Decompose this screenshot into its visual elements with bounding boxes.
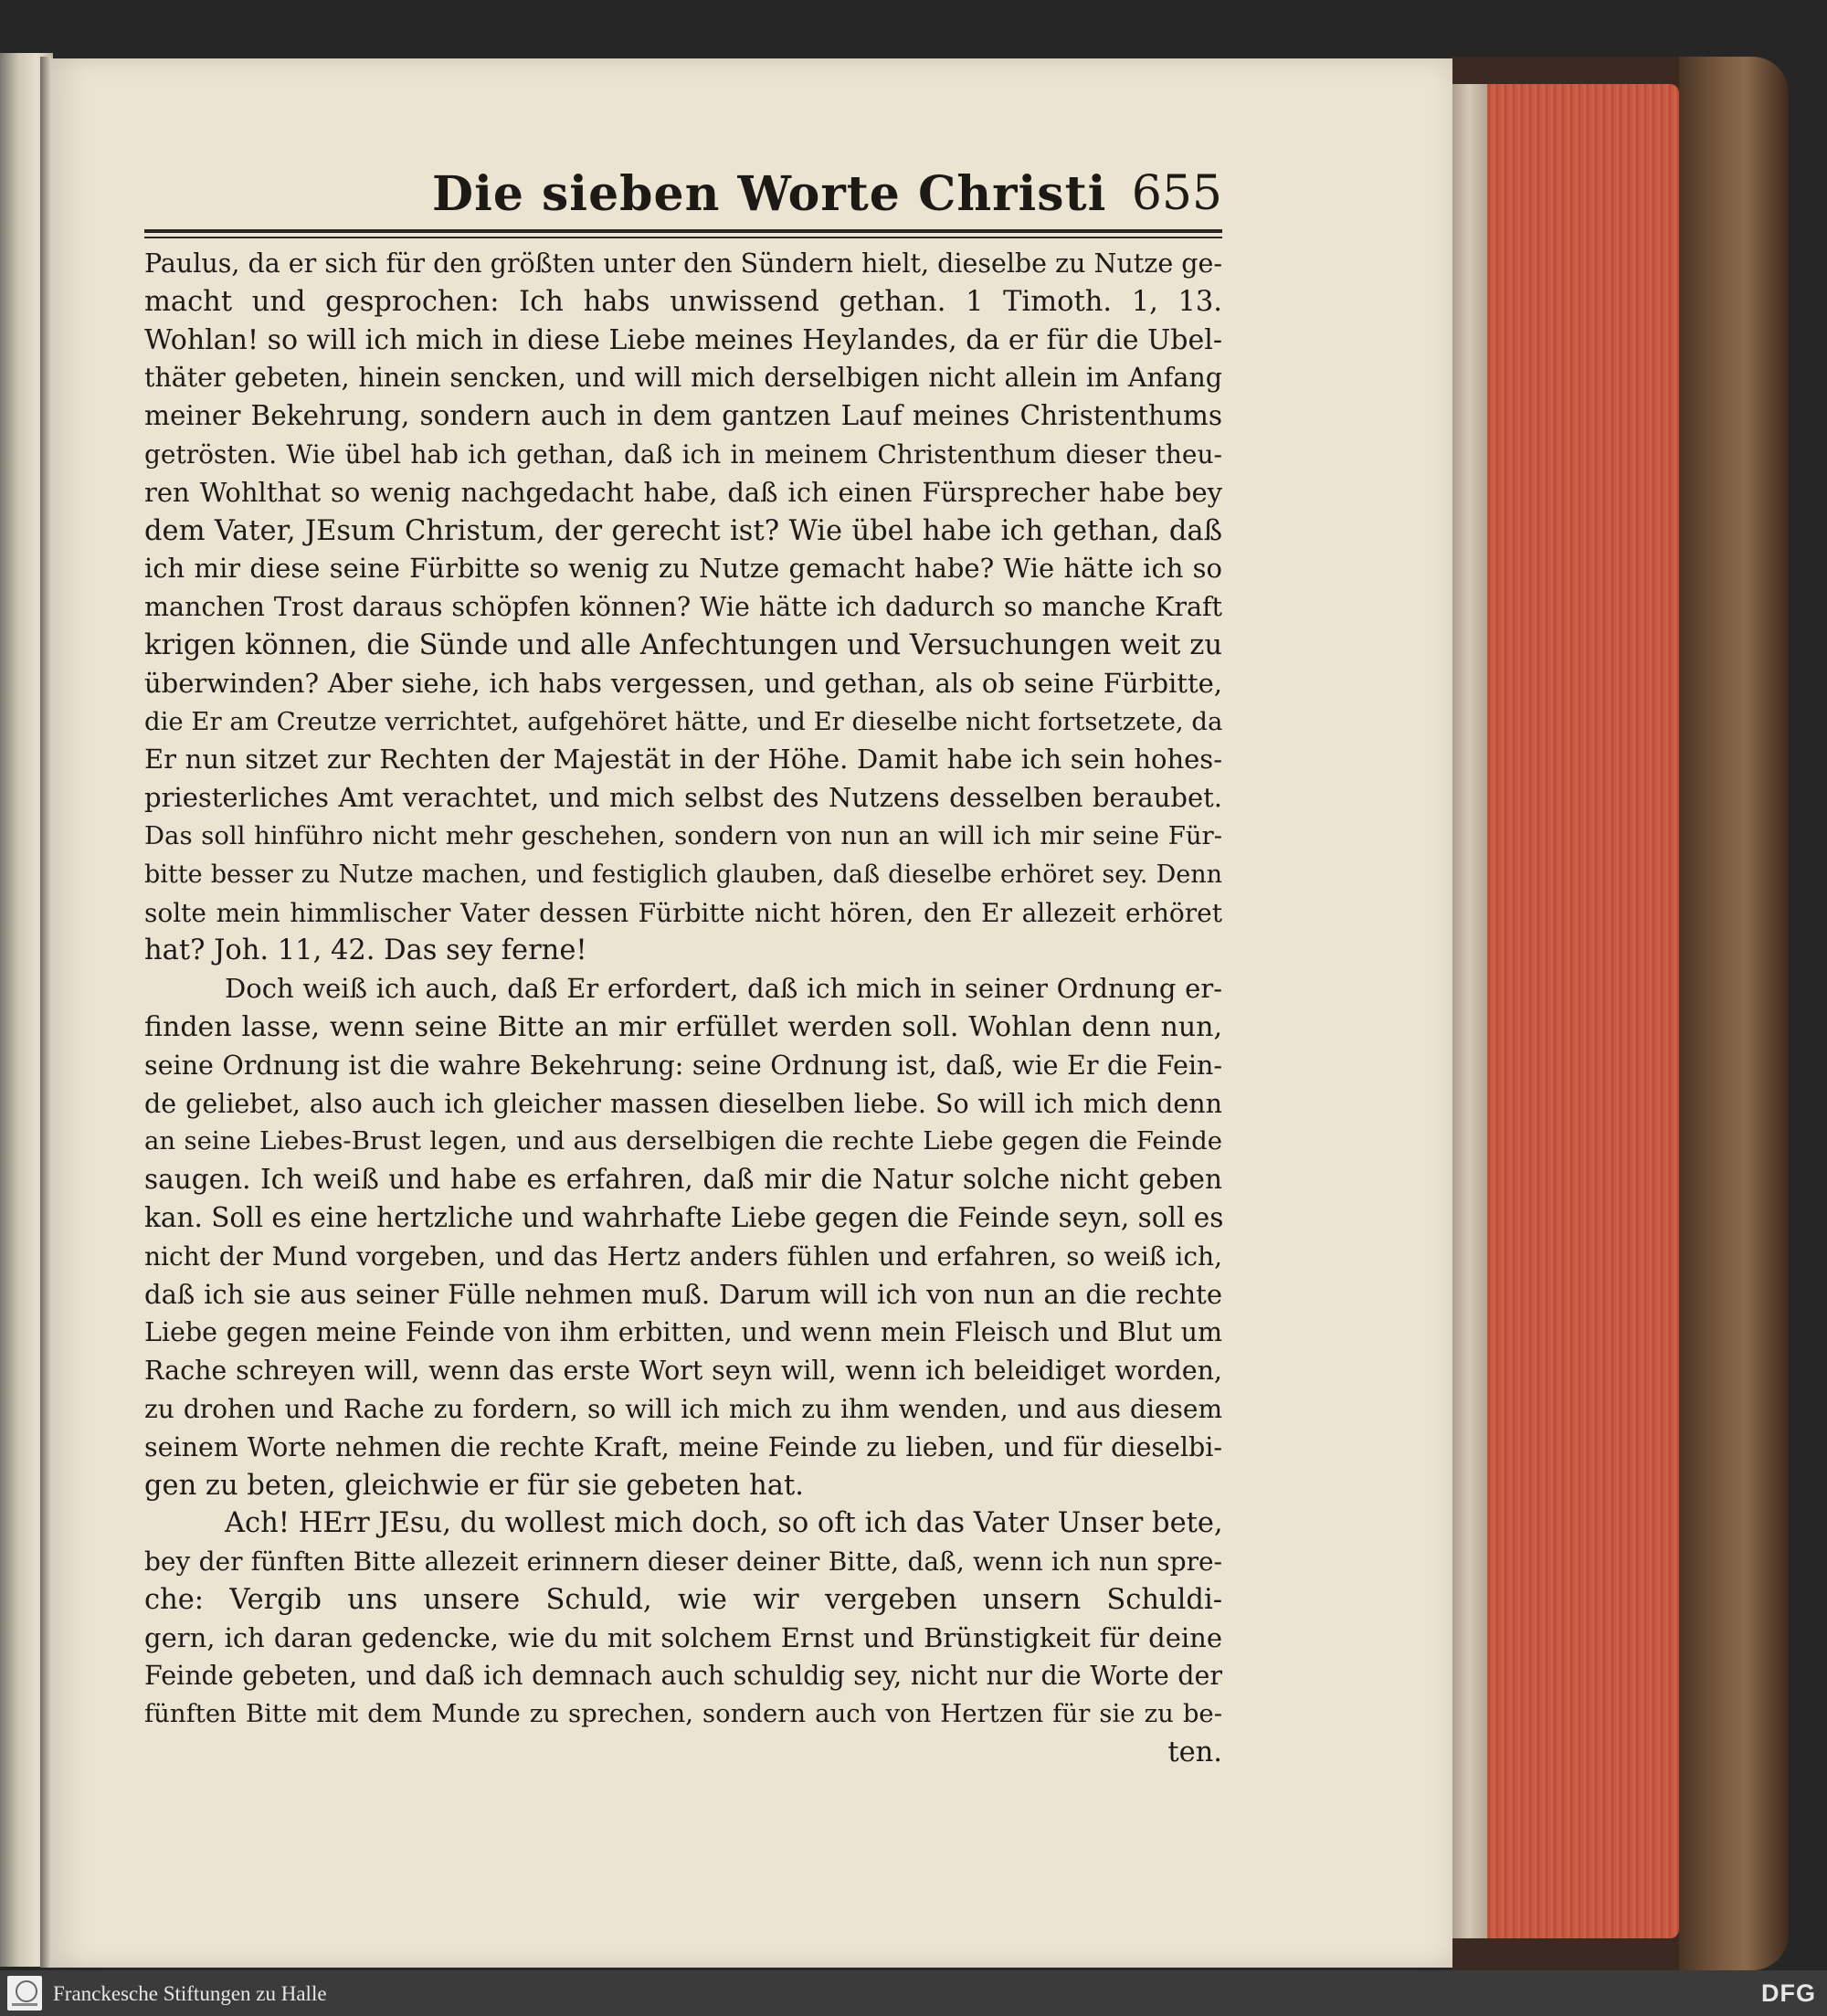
text-line: die Er am Creutze verrichtet, aufgehöret hätte, und Er dieselbe nicht fortsetzete, da bbox=[144, 706, 1223, 736]
text-line: seinem Worte nehmen die rechte Kraft, meine Feinde zu lieben, und für dieselbi- bbox=[144, 1431, 1222, 1462]
body-text bbox=[144, 245, 1222, 1772]
dfg-logo: DFG bbox=[1761, 1979, 1816, 2007]
text-line: dem Vater, JEsum Christum, der gerecht ist? Wie übel habe ich gethan, daß bbox=[144, 514, 1222, 547]
text-line: meiner Bekehrung, sondern auch in dem gantzen Lauf meines Christenthums bbox=[144, 400, 1222, 432]
text-line: de geliebet, also auch ich gleicher massen dieselben liebe. So will ich mich denn bbox=[144, 1088, 1222, 1119]
text-line: bitte besser zu Nutze machen, und festiglich glauben, daß dieselbe erhöret sey. Denn bbox=[144, 860, 1222, 889]
text-line: finden lasse, wenn seine Bitte an mir erfüllet werden soll. Wohlan denn nun, bbox=[144, 1010, 1222, 1043]
page-number: 655 bbox=[1131, 166, 1222, 221]
text-line: nicht der Mund vorgeben, und das Hertz anders fühlen und erfahren, so weiß ich, bbox=[144, 1240, 1222, 1272]
text-line: macht und gesprochen: Ich habs unwissend gethan. 1 Timoth. 1, 13. bbox=[144, 285, 1222, 318]
text-line: solte mein himmlischer Vater dessen Fürbitte nicht hören, den Er allezeit erhöret bbox=[144, 897, 1222, 928]
institution-logo-icon bbox=[7, 1976, 42, 2011]
text-line: fünften Bitte mit dem Munde zu sprechen, sondern auch von Hertzen für sie zu be- bbox=[144, 1699, 1222, 1729]
book-gutter bbox=[40, 57, 51, 1968]
text-line: zu drohen und Rache zu fordern, so will ich mich zu ihm wenden, und aus diesem bbox=[144, 1393, 1222, 1424]
text-line: ich mir diese seine Fürbitte so wenig zu Nutze gemacht habe? Wie hätte ich so bbox=[144, 553, 1222, 585]
institution-name: Franckesche Stiftungen zu Halle bbox=[53, 1982, 327, 2005]
page-edge-band bbox=[1451, 84, 1487, 1938]
text-line: thäter gebeten, hinein sencken, und will mich derselbigen nicht allein im Anfang bbox=[144, 363, 1222, 394]
text-line: Er nun sitzet zur Rechten der Majestät in der Höhe. Damit habe ich sein hohes- bbox=[144, 744, 1222, 776]
text-line: gen zu beten, gleichwie er für sie gebeten hat. bbox=[144, 1469, 804, 1502]
text-line: krigen können, die Sünde und alle Anfechtungen und Versuchungen weit zu bbox=[144, 628, 1222, 661]
text-line: Doch weiß ich auch, daß Er erfordert, daß ich mich in seiner Ordnung er- bbox=[225, 973, 1222, 1005]
text-line: Rache schreyen will, wenn das erste Wort seyn will, wenn ich beleidiget worden, bbox=[144, 1356, 1222, 1387]
text-line: bey der fünften Bitte allezeit erinnern dieser deiner Bitte, daß, wenn ich nun spre- bbox=[144, 1546, 1222, 1578]
text-line: kan. Soll es eine hertzliche und wahrhafte Liebe gegen die Feinde seyn, soll es bbox=[144, 1201, 1224, 1233]
head-rule-thin bbox=[144, 237, 1222, 238]
text-line: Ach! HErr JEsu, du wollest mich doch, so oft ich das Vater Unser bete, bbox=[225, 1507, 1223, 1540]
book-fore-edge bbox=[1451, 57, 1789, 1970]
text-line: daß ich sie aus seiner Fülle nehmen muß. Darum will ich von nun an die rechte bbox=[144, 1278, 1222, 1310]
text-line: che: Vergib uns unsere Schuld, wie wir vergeben unsern Schuldi- bbox=[144, 1583, 1222, 1616]
text-line: priesterliches Amt verachtet, und mich selbst des Nutzens desselben beraubet. bbox=[144, 782, 1222, 814]
text-line: saugen. Ich weiß und habe es erfahren, daß mir die Natur solche nicht geben bbox=[144, 1164, 1222, 1196]
text-line: Wohlan! so will ich mich in diese Liebe meines Heylandes, da er für die Ubel- bbox=[144, 323, 1222, 356]
book-cover-edge bbox=[1679, 57, 1789, 1970]
viewer-footer bbox=[0, 1970, 1827, 2016]
text-line: Paulus, da er sich für den größten unter den Sündern hielt, dieselbe zu Nutze ge- bbox=[144, 248, 1222, 279]
text-line: gern, ich daran gedencke, wie du mit solchem Ernst und Brünstigkeit für deine bbox=[144, 1621, 1222, 1653]
text-line: Feinde gebeten, und daß ich demnach auch schuldig sey, nicht nur die Worte der bbox=[144, 1661, 1222, 1692]
text-line: seine Ordnung ist die wahre Bekehrung: seine Ordnung ist, daß, wie Er die Fein- bbox=[144, 1050, 1222, 1081]
text-line: ren Wohlthat so wenig nachgedacht habe, daß ich einen Fürsprecher habe bey bbox=[144, 476, 1222, 508]
text-line: überwinden? Aber siehe, ich habs vergessen, und gethan, als ob seine Fürbitte, bbox=[144, 667, 1222, 699]
text-line: ten. bbox=[1167, 1736, 1222, 1769]
text-line: an seine Liebes-Brust legen, und aus derselbigen die rechte Liebe gegen die Feinde bbox=[144, 1126, 1222, 1156]
text-line: hat? Joh. 11, 42. Das sey ferne! bbox=[144, 934, 587, 967]
text-line: manchen Trost daraus schöpfen können? Wie hätte ich dadurch so manche Kraft bbox=[144, 592, 1222, 623]
text-line: Das soll hinführo nicht mehr geschehen, sondern von nun an will ich mir seine Für- bbox=[144, 820, 1222, 850]
running-head-title: Die sieben Worte Christi bbox=[432, 166, 1107, 222]
text-line: getrösten. Wie übel hab ich gethan, daß ich in meinem Christenthum dieser theu- bbox=[144, 438, 1222, 470]
head-rule bbox=[144, 229, 1222, 233]
running-head bbox=[144, 166, 1222, 239]
text-line: Liebe gegen meine Feinde von ihm erbitten, und wenn mein Fleisch und Blut um bbox=[144, 1317, 1222, 1348]
